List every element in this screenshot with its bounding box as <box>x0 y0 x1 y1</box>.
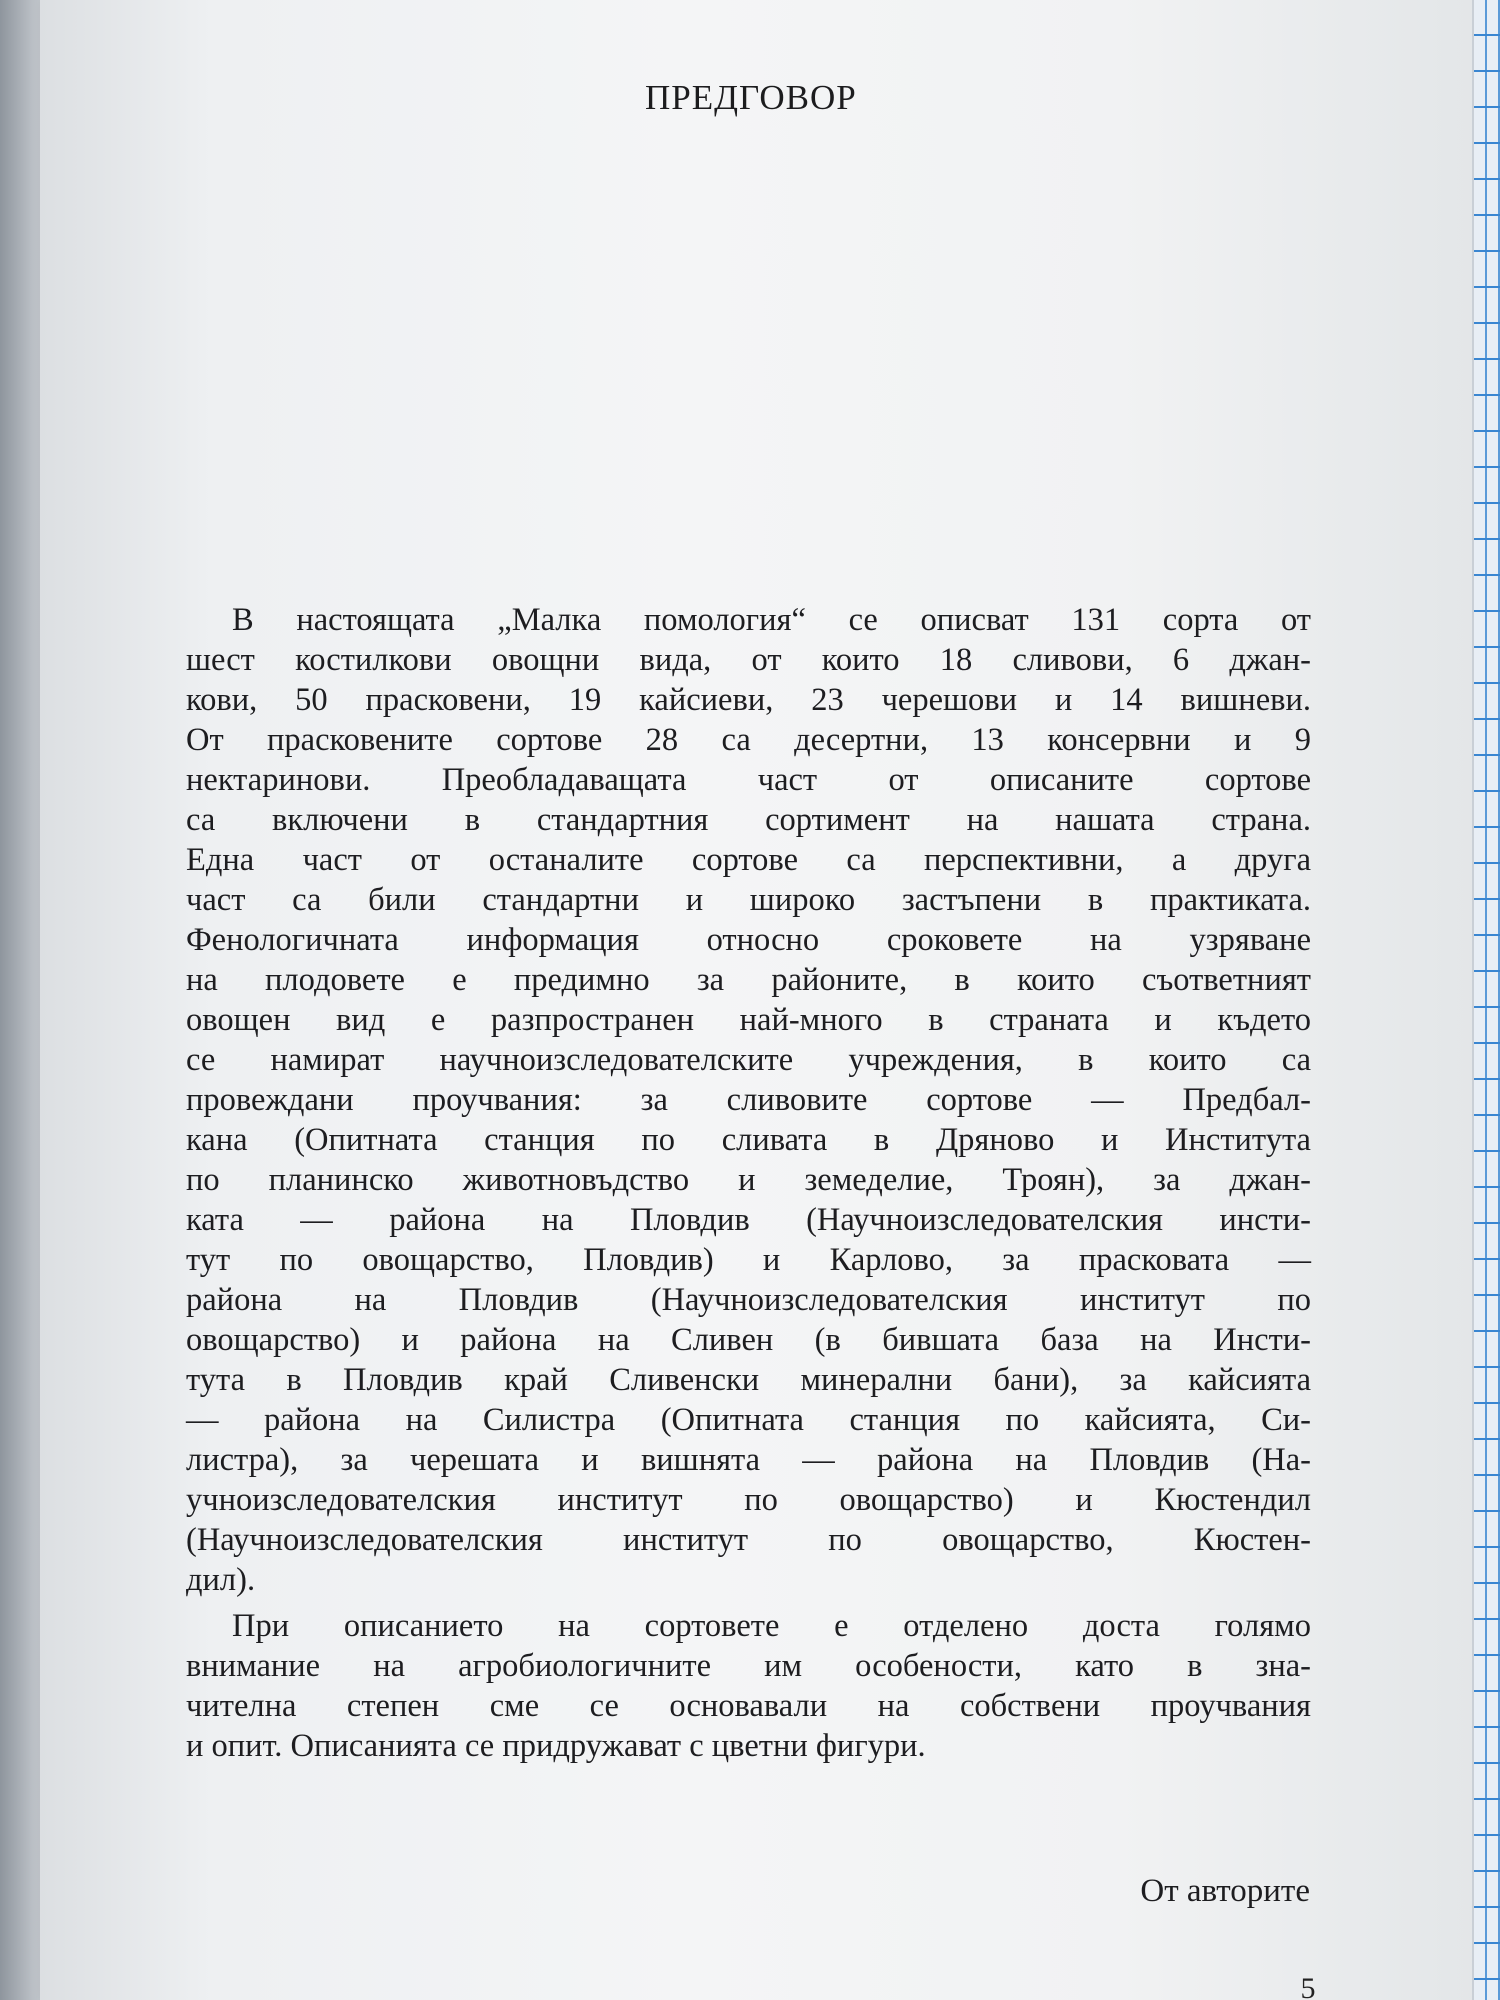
text-line: листра), за черешата и вишнята — района на Пловдив (На- <box>186 1442 1311 1478</box>
text-line: Фенологичната информация относно сроковете на узряване <box>186 922 1311 958</box>
text-line: — района на Силистра (Опитната станция по кайсията, Си- <box>186 1402 1311 1438</box>
text-line: овощен вид е разпространен най-много в страната и където <box>186 1002 1311 1038</box>
text-line: От прасковените сортове 28 са десертни, 13 консервни и 9 <box>186 722 1311 758</box>
text-line: внимание на агробиологичните им особености, като в зна- <box>186 1648 1311 1684</box>
text-line: по планинско животновъдство и земеделие, Троян), за джан- <box>186 1162 1311 1198</box>
body-text <box>186 600 1311 1766</box>
text-line: ката — района на Пловдив (Научноизследователския инсти- <box>186 1202 1311 1238</box>
text-line: При описанието на сортовете е отделено доста голямо <box>232 1608 1311 1644</box>
text-line: тут по овощарство, Пловдив) и Карлово, за прасковата — <box>186 1242 1311 1278</box>
paragraph-1 <box>186 600 1311 1600</box>
text-line: В настоящата „Малка помология“ се описват 131 сорта от <box>232 602 1311 638</box>
text-line: овощарство) и района на Сливен (в бившата база на Инсти- <box>186 1322 1311 1358</box>
text-line: част са били стандартни и широко застъпени в практиката. <box>186 882 1311 918</box>
text-line: кови, 50 прасковени, 19 кайсиеви, 23 черешови и 14 вишневи. <box>186 682 1311 718</box>
text-line: (Научноизследователския институт по овощарство, Кюстен- <box>186 1522 1311 1558</box>
text-line: кана (Опитната станция по сливата в Дряново и Института <box>186 1122 1311 1158</box>
text-line: нектаринови. Преобладаващата част от описаните сортове <box>186 762 1311 798</box>
text-line: са включени в стандартния сортимент на нашата страна. <box>186 802 1311 838</box>
text-line: учноизследователския институт по овощарство) и Кюстендил <box>186 1482 1311 1518</box>
text-line: чителна степен сме се основавали на собствени проучвания <box>186 1688 1311 1724</box>
text-line: тута в Пловдив край Сливенски минерални бани), за кайсията <box>186 1362 1311 1398</box>
text-line: и опит. Описанията се придружават с цветни фигури. <box>186 1728 926 1764</box>
page-number: 5 <box>1300 1972 1316 2000</box>
paragraph-2 <box>186 1606 1311 1766</box>
text-line: дил). <box>186 1562 256 1598</box>
text-line: се намират научноизследователските учреждения, в които са <box>186 1042 1311 1078</box>
page-title: ПРЕДГОВОР <box>645 78 857 117</box>
signature: От авторите <box>1140 1873 1310 1909</box>
text-line: Една част от останалите сортове са перспективни, а друга <box>186 842 1311 878</box>
text-line: района на Пловдив (Научноизследователския институт по <box>186 1282 1311 1318</box>
graph-paper-edge <box>1472 0 1500 2000</box>
text-line: на плодовете е предимно за районите, в които съответният <box>186 962 1311 998</box>
text-line: провеждани проучвания: за сливовите сортове — Предбал- <box>186 1082 1311 1118</box>
text-line: шест костилкови овощни вида, от които 18 сливови, 6 джан- <box>186 642 1311 678</box>
